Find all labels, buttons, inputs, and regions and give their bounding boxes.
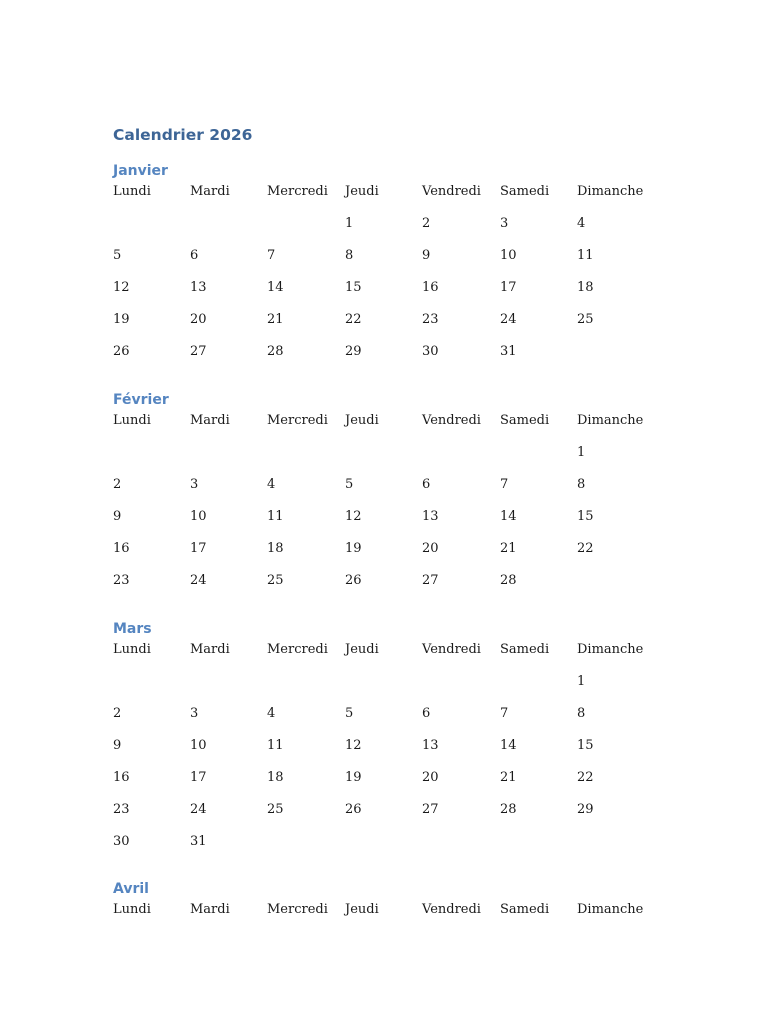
day-cell: 2 <box>113 477 122 492</box>
day-cell: 25 <box>267 573 284 588</box>
month-title: Janvier <box>113 163 168 179</box>
weekday-label: Mercredi <box>267 413 328 428</box>
day-cell: 11 <box>267 509 284 524</box>
weekday-label: Vendredi <box>422 184 481 199</box>
day-cell: 27 <box>422 802 439 817</box>
day-cell: 12 <box>113 280 130 295</box>
day-cell: 29 <box>345 344 362 359</box>
weekday-label: Vendredi <box>422 413 481 428</box>
weekday-header-row <box>113 181 644 203</box>
day-cell: 16 <box>422 280 439 295</box>
day-cell: 27 <box>422 573 439 588</box>
day-cell: 8 <box>577 477 586 492</box>
day-cell: 19 <box>345 770 362 785</box>
day-cell: 22 <box>345 312 362 327</box>
day-cell: 11 <box>267 738 284 753</box>
week-row <box>113 277 594 309</box>
week-row <box>113 570 517 602</box>
week-row <box>113 474 586 506</box>
day-cell: 17 <box>500 280 517 295</box>
day-cell: 24 <box>190 573 207 588</box>
week-row <box>113 538 594 570</box>
week-row <box>113 506 594 538</box>
day-cell: 31 <box>190 834 207 849</box>
weekday-header-row <box>113 410 644 432</box>
weekday-label: Lundi <box>113 642 151 657</box>
weekday-label: Mardi <box>190 184 230 199</box>
month-title: Avril <box>113 881 149 897</box>
month-title: Février <box>113 392 169 408</box>
day-cell: 24 <box>190 802 207 817</box>
day-cell: 30 <box>422 344 439 359</box>
day-cell: 26 <box>113 344 130 359</box>
day-cell: 1 <box>577 674 586 689</box>
week-row <box>113 245 594 277</box>
day-cell: 16 <box>113 541 130 556</box>
weekday-label: Lundi <box>113 902 151 917</box>
day-cell: 7 <box>500 477 509 492</box>
day-cell: 5 <box>113 248 122 263</box>
day-cell: 14 <box>500 738 517 753</box>
day-cell: 28 <box>500 802 517 817</box>
weekday-label: Vendredi <box>422 642 481 657</box>
weekday-label: Samedi <box>500 642 550 657</box>
day-cell: 22 <box>577 541 594 556</box>
day-cell: 3 <box>190 477 199 492</box>
day-cell: 26 <box>345 802 362 817</box>
day-cell: 4 <box>577 216 586 231</box>
document-title: Calendrier 2026 <box>113 126 253 144</box>
day-cell: 12 <box>345 738 362 753</box>
day-cell: 26 <box>345 573 362 588</box>
weekday-label: Mardi <box>190 413 230 428</box>
weekday-label: Samedi <box>500 184 550 199</box>
day-cell: 10 <box>190 509 207 524</box>
day-cell: 2 <box>113 706 122 721</box>
weekday-label: Mardi <box>190 642 230 657</box>
weekday-label: Samedi <box>500 902 550 917</box>
week-row <box>113 442 586 474</box>
day-cell: 13 <box>422 738 439 753</box>
day-cell: 17 <box>190 541 207 556</box>
day-cell: 13 <box>190 280 207 295</box>
day-cell: 18 <box>267 541 284 556</box>
week-row <box>113 213 586 245</box>
week-row <box>113 735 594 767</box>
day-cell: 7 <box>500 706 509 721</box>
weekday-label: Mercredi <box>267 184 328 199</box>
weekday-label: Mardi <box>190 902 230 917</box>
day-cell: 9 <box>422 248 431 263</box>
month-block <box>113 390 644 602</box>
weekday-label: Jeudi <box>345 413 379 428</box>
day-cell: 17 <box>190 770 207 785</box>
month-block <box>113 879 644 921</box>
month-title: Mars <box>113 621 152 637</box>
week-row <box>113 799 594 831</box>
weekday-label: Mercredi <box>267 642 328 657</box>
day-cell: 18 <box>577 280 594 295</box>
week-row <box>113 831 207 863</box>
day-cell: 7 <box>267 248 276 263</box>
day-cell: 14 <box>267 280 284 295</box>
weekday-label: Dimanche <box>577 902 644 917</box>
day-cell: 20 <box>190 312 207 327</box>
day-cell: 10 <box>500 248 517 263</box>
day-cell: 28 <box>500 573 517 588</box>
day-cell: 22 <box>577 770 594 785</box>
day-cell: 6 <box>422 706 431 721</box>
day-cell: 8 <box>345 248 354 263</box>
weekday-label: Lundi <box>113 413 151 428</box>
day-cell: 19 <box>113 312 130 327</box>
day-cell: 9 <box>113 509 122 524</box>
day-cell: 18 <box>267 770 284 785</box>
weekday-label: Dimanche <box>577 642 644 657</box>
week-row <box>113 703 586 735</box>
day-cell: 5 <box>345 477 354 492</box>
day-cell: 6 <box>422 477 431 492</box>
day-cell: 25 <box>267 802 284 817</box>
weekday-label: Mercredi <box>267 902 328 917</box>
day-cell: 15 <box>345 280 362 295</box>
day-cell: 31 <box>500 344 517 359</box>
weekday-label: Vendredi <box>422 902 481 917</box>
day-cell: 29 <box>577 802 594 817</box>
week-row <box>113 309 594 341</box>
day-cell: 23 <box>113 573 130 588</box>
week-row <box>113 341 517 373</box>
day-cell: 16 <box>113 770 130 785</box>
day-cell: 28 <box>267 344 284 359</box>
weekday-label: Jeudi <box>345 184 379 199</box>
day-cell: 15 <box>577 738 594 753</box>
day-cell: 21 <box>500 770 517 785</box>
day-cell: 23 <box>113 802 130 817</box>
weekday-header-row <box>113 639 644 661</box>
day-cell: 30 <box>113 834 130 849</box>
weekday-label: Jeudi <box>345 642 379 657</box>
day-cell: 25 <box>577 312 594 327</box>
month-block <box>113 161 644 373</box>
day-cell: 15 <box>577 509 594 524</box>
day-cell: 12 <box>345 509 362 524</box>
weekday-label: Dimanche <box>577 413 644 428</box>
day-cell: 21 <box>267 312 284 327</box>
day-cell: 20 <box>422 770 439 785</box>
day-cell: 3 <box>190 706 199 721</box>
month-block <box>113 619 644 863</box>
weekday-header-row <box>113 899 644 921</box>
week-row <box>113 767 594 799</box>
day-cell: 2 <box>422 216 431 231</box>
weekday-label: Samedi <box>500 413 550 428</box>
day-cell: 27 <box>190 344 207 359</box>
day-cell: 14 <box>500 509 517 524</box>
day-cell: 11 <box>577 248 594 263</box>
day-cell: 20 <box>422 541 439 556</box>
weekday-label: Jeudi <box>345 902 379 917</box>
day-cell: 4 <box>267 477 276 492</box>
weekday-label: Dimanche <box>577 184 644 199</box>
day-cell: 1 <box>577 445 586 460</box>
day-cell: 4 <box>267 706 276 721</box>
day-cell: 21 <box>500 541 517 556</box>
day-cell: 23 <box>422 312 439 327</box>
week-row <box>113 671 586 703</box>
day-cell: 9 <box>113 738 122 753</box>
day-cell: 5 <box>345 706 354 721</box>
day-cell: 3 <box>500 216 509 231</box>
day-cell: 19 <box>345 541 362 556</box>
day-cell: 24 <box>500 312 517 327</box>
day-cell: 6 <box>190 248 199 263</box>
day-cell: 10 <box>190 738 207 753</box>
day-cell: 8 <box>577 706 586 721</box>
day-cell: 13 <box>422 509 439 524</box>
weekday-label: Lundi <box>113 184 151 199</box>
day-cell: 1 <box>345 216 354 231</box>
